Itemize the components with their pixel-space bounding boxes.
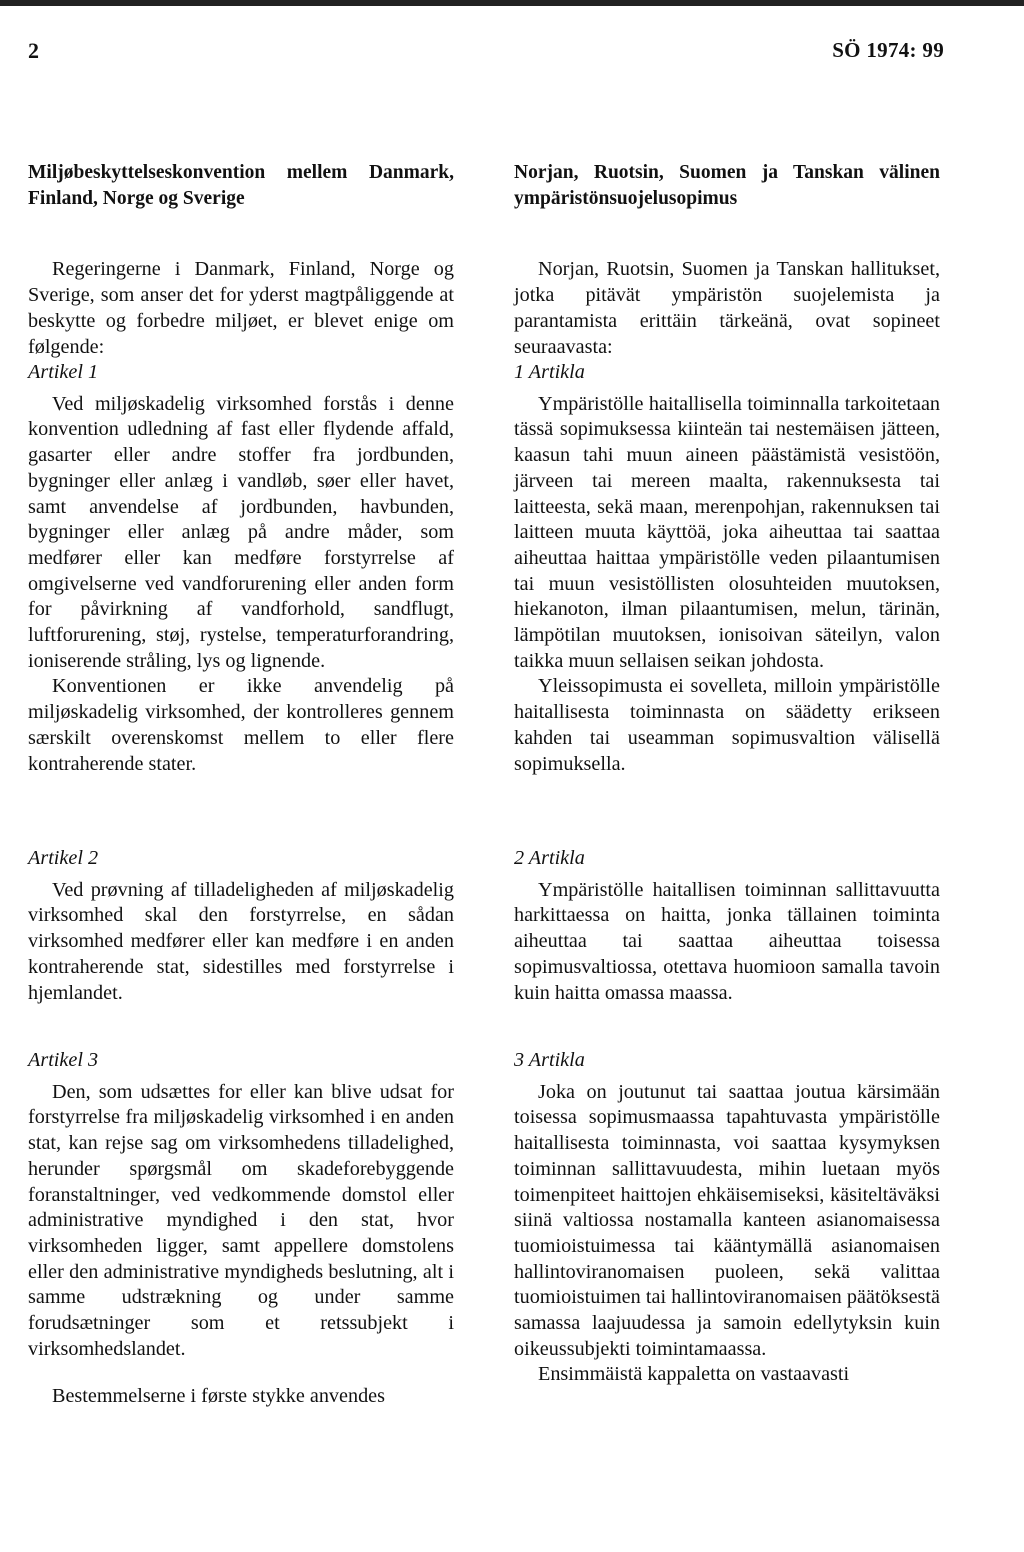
finnish-article-2-label: 2 Artikla — [514, 847, 585, 869]
finnish-article-1-para-2: Yleissopimusta ei sovelleta, milloin ympäristölle haitallisesta toiminnasta on säädetty erikseen kahden tai useamman sopimusvaltion välisellä sopimuksella. — [514, 675, 940, 775]
finnish-article-3-para-2: Ensimmäistä kappaletta on vastaavasti — [538, 1363, 850, 1386]
finnish-article-3-label: 3 Artikla — [514, 1049, 585, 1071]
danish-article-2 — [28, 846, 454, 1006]
page-number: 2 — [28, 38, 39, 63]
danish-article-3 — [28, 1048, 454, 1410]
danish-article-3-label: Artikel 3 — [28, 1049, 99, 1071]
danish-column — [28, 160, 454, 1408]
danish-intro: Regeringerne i Danmark, Finland, Norge og Sverige, som anser det for yderst magtpåliggende at beskytte og forbedre miljøet, er blevet enige om følgende: — [28, 258, 454, 358]
danish-article-3-para-1: Den, som udsættes for eller kan blive udsat for forstyrrelse fra miljøskadelig virksomhed i en anden stat, kan rejse sag om virksomhedens tilladelighed, herunder spørgsmål om skadeforebyggende foranstaltninger, ved vedkommende domstol eller administrative myndighed i den stat, hvor virksomheden ligger, samt appellere domstolens eller den administrative myndigheds beslutning, alt i samme udstrækning og under samme forudsætninger som et retssubjekt i virksomhedslandet. — [28, 1080, 454, 1360]
finnish-article-1-label: 1 Artikla — [514, 361, 585, 383]
document-reference: SÖ 1974: 99 — [832, 38, 944, 62]
danish-article-1-label: Artikel 1 — [28, 361, 99, 383]
danish-article-1 — [28, 360, 454, 777]
finnish-article-3 — [514, 1048, 940, 1388]
finnish-intro: Norjan, Ruotsin, Suomen ja Tanskan hallitukset, jotka pitävät ympäristön suojelemista ja parantamista erittäin tärkeänä, ovat sopineet seuraavasta: — [514, 258, 940, 358]
finnish-article-3-para-1: Joka on joutunut tai saattaa joutua kärsimään toisessa sopimusmaassa tapahtuvasta ympäristölle haitallisesta toiminnasta, voi saattaa kysymyksen toiminnan sallittavuudesta, mihin luetaan myös toimenpiteet haittojen ehkäisemiseksi, käsiteltäväksi siinä valtiossa nostamalla kanteen asianomaisessa tuomioistuimessa tai kääntymällä asianomaisen hallintoviranomaisen puoleen, sekä valittaa tuomioistuimen tai hallintoviranomaisen päätöksestä samassa laajuudessa ja samoin edellytyksin kuin oikeussubjekti toimintamaassa. — [514, 1080, 940, 1360]
danish-article-1-para-2: Konventionen er ikke anvendelig på miljøskadelig virksomhed, der kontrolleres gennem særskilt overenskomst mellem to eller flere kontraherende stater. — [28, 675, 454, 775]
finnish-article-1 — [514, 360, 940, 777]
finnish-title: Norjan, Ruotsin, Suomen ja Tanskan välinen ympäristönsuojelusopimus — [514, 162, 940, 209]
finnish-article-2-para-1: Ympäristölle haitallisen toiminnan sallittavuutta harkittaessa on haitta, jonka tällainen toiminta aiheuttaa tai saattaa aiheuttaa toisessa sopimusvaltiossa, otettava huomioon samalla tavoin kuin haitta omassa maassa. — [514, 878, 940, 1004]
finnish-column — [514, 160, 940, 1386]
danish-article-1-para-1: Ved miljøskadelig virksomhed forstås i denne konvention udledning af fast eller flydende affald, gasarter eller andre stoffer fra jordbunden, bygninger eller anlæg i vandløb, søer eller havet, samt anvendelse af jordbunden, havbunden, bygninger eller anlæg på andre måder, som medfører eller kan medføre forstyrrelse af omgivelserne ved vandforurening eller anden form for påvirkning af vandforhold, sandflugt, luftforurening, støj, rystelse, temperaturforandring, ioniserende stråling, lys og lignende. — [28, 392, 454, 672]
danish-title: Miljøbeskyttelseskonvention mellem Danmark, Finland, Norge og Sverige — [28, 162, 454, 209]
danish-article-3-para-2: Bestemmelserne i første stykke anvendes — [52, 1385, 385, 1408]
danish-article-2-label: Artikel 2 — [28, 847, 99, 869]
finnish-article-2 — [514, 846, 940, 1006]
danish-article-2-para-1: Ved prøvning af tilladeligheden af miljøskadelig virksomhed skal den forstyrrelse, en sådan virksomhed medfører eller kan medføre i en anden kontraherende stat, sidestilles med forstyrrelse i hjemlandet. — [28, 878, 454, 1004]
finnish-article-1-para-1: Ympäristölle haitallisella toiminnalla tarkoitetaan tässä sopimuksessa kiinteän tai nestemäisen jätteen, kaasun tahi muun aineen päästämistä vesistöön, järveen tai mereen maalta, rakennuksesta tai laitteesta, sekä maan, merenpohjan, rakennuksen tai laitteen muuta käyttöä, joka aiheuttaa tai saattaa aiheuttaa haittaa ympäristölle veden pilaantumisen tai muun vesistöllisten olosuhteiden muutoksen, hiekanoton, ilman pilaantumisen, melun, tärinän, lämpötilan muutoksen, ionisoivan säteilyn, valon taikka muun sellaisen seikan johdosta. — [514, 392, 940, 672]
